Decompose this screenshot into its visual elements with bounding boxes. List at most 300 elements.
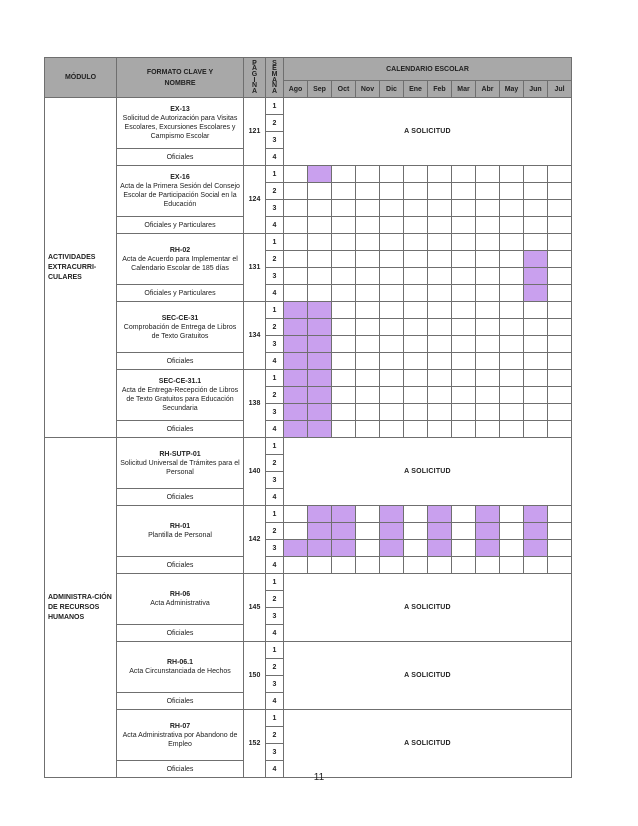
calendar-cell [404, 285, 428, 302]
calendar-cell [476, 234, 500, 251]
calendar-cell [548, 285, 572, 302]
calendar-cell [452, 268, 476, 285]
calendar-cell [380, 302, 404, 319]
calendar-cell [476, 200, 500, 217]
calendar-cell [548, 200, 572, 217]
calendar-cell [404, 523, 428, 540]
semana-letter: A [271, 76, 278, 84]
week-number: 3 [266, 404, 284, 421]
calendar-cell [524, 200, 548, 217]
week-number: 2 [266, 387, 284, 404]
form-cell [117, 710, 244, 761]
week-number: 3 [266, 268, 284, 285]
calendar-cell [380, 217, 404, 234]
form-name: Acta de la Primera Sesión del Consejo Escolar de Participación Social en la Educación [120, 183, 240, 208]
calendar-cell [548, 166, 572, 183]
calendar-cell [452, 523, 476, 540]
form-cell [117, 98, 244, 149]
scheduled-cell [284, 421, 308, 438]
calendar-cell [284, 166, 308, 183]
calendar-cell [524, 217, 548, 234]
form-scope: Oficiales [117, 353, 244, 370]
week-number: 1 [266, 710, 284, 727]
scheduled-cell [524, 251, 548, 268]
calendar-cell [500, 234, 524, 251]
calendar-cell [476, 404, 500, 421]
calendar-cell [404, 319, 428, 336]
calendar-cell [404, 234, 428, 251]
calendar-cell [356, 234, 380, 251]
week-number: 2 [266, 455, 284, 472]
calendar-cell [356, 387, 380, 404]
calendar-cell [284, 251, 308, 268]
scheduled-cell [428, 506, 452, 523]
calendar-cell [404, 506, 428, 523]
scheduled-cell [476, 540, 500, 557]
calendar-cell [428, 336, 452, 353]
calendar-cell [380, 251, 404, 268]
calendar-cell [452, 200, 476, 217]
page-cell: 150 [244, 642, 266, 710]
calendar-cell [452, 336, 476, 353]
calendar-cell [404, 353, 428, 370]
calendar-cell [284, 523, 308, 540]
calendar-cell [332, 557, 356, 574]
calendar-cell [332, 421, 356, 438]
pagina-letter: Á [251, 65, 258, 73]
calendar-cell [356, 166, 380, 183]
calendar-cell [428, 353, 452, 370]
week-row [45, 234, 572, 251]
month-header: Nov [356, 81, 380, 98]
week-number: 1 [266, 302, 284, 319]
calendar-cell [500, 421, 524, 438]
form-code: RH-06 [169, 591, 191, 598]
calendar-cell [500, 387, 524, 404]
calendar-cell [404, 251, 428, 268]
calendar-cell [380, 557, 404, 574]
semana-letter: M [271, 70, 278, 78]
calendar-cell [548, 404, 572, 421]
calendar-cell [308, 200, 332, 217]
calendar-cell [308, 183, 332, 200]
week-number: 1 [266, 438, 284, 455]
scheduled-cell [380, 506, 404, 523]
week-number: 4 [266, 353, 284, 370]
scheduled-cell [284, 319, 308, 336]
calendar-cell [548, 251, 572, 268]
semana-letter: E [272, 65, 277, 73]
scheduled-cell [284, 540, 308, 557]
calendar-cell [476, 285, 500, 302]
calendar-cell [452, 251, 476, 268]
calendar-cell [356, 217, 380, 234]
week-row [45, 98, 572, 115]
calendar-cell [548, 540, 572, 557]
form-code: EX-16 [170, 174, 190, 181]
calendar-cell [500, 523, 524, 540]
calendar-cell [476, 183, 500, 200]
calendar-cell [452, 319, 476, 336]
month-header: Mar [452, 81, 476, 98]
calendar-cell [500, 336, 524, 353]
page-cell: 152 [244, 710, 266, 778]
scheduled-cell [332, 540, 356, 557]
calendar-cell [548, 234, 572, 251]
week-number: 2 [266, 523, 284, 540]
calendar-cell [476, 319, 500, 336]
calendar-cell [476, 217, 500, 234]
calendar-cell [452, 370, 476, 387]
calendar-cell [380, 268, 404, 285]
calendar-cell [404, 370, 428, 387]
calendar-cell [380, 200, 404, 217]
form-code: RH-07 [169, 722, 191, 730]
module-cell: ACTIVIDADES EXTRACURRI-CULARES [45, 98, 117, 438]
scheduled-cell [284, 336, 308, 353]
pagina-letter: G [251, 70, 258, 78]
calendar-cell [500, 370, 524, 387]
calendar-cell [356, 557, 380, 574]
week-row [45, 302, 572, 319]
calendar-cell [500, 200, 524, 217]
calendar-cell [524, 370, 548, 387]
calendar-cell [308, 251, 332, 268]
scheduled-cell [308, 319, 332, 336]
calendar-cell [404, 540, 428, 557]
week-row [45, 557, 572, 574]
calendar-cell [500, 268, 524, 285]
calendar-cell [356, 183, 380, 200]
calendar-cell [404, 336, 428, 353]
scheduled-cell [524, 285, 548, 302]
week-number: 1 [266, 642, 284, 659]
week-number: 2 [266, 319, 284, 336]
scheduled-cell [284, 302, 308, 319]
scheduled-cell [332, 523, 356, 540]
semana-letter: S [272, 59, 277, 67]
form-cell [117, 574, 244, 625]
calendar-cell [452, 353, 476, 370]
calendar-cell [524, 336, 548, 353]
calendar-cell [452, 387, 476, 404]
calendar-cell [332, 234, 356, 251]
calendar-cell [548, 336, 572, 353]
calendar-cell [428, 183, 452, 200]
calendar-cell [428, 421, 452, 438]
form-cell [117, 370, 244, 421]
scheduled-cell [308, 540, 332, 557]
calendar-cell [356, 506, 380, 523]
calendar-cell [476, 421, 500, 438]
calendar-cell [284, 217, 308, 234]
calendar-cell [404, 557, 428, 574]
scheduled-cell [428, 523, 452, 540]
month-header: Jul [548, 81, 572, 98]
month-header: Oct [332, 81, 356, 98]
form-scope: Oficiales [117, 489, 244, 506]
scheduled-cell [284, 387, 308, 404]
calendar-cell [332, 183, 356, 200]
week-number: 1 [266, 98, 284, 115]
month-header: Sep [308, 81, 332, 98]
scheduled-cell [308, 353, 332, 370]
week-number: 4 [266, 149, 284, 166]
calendar-cell [356, 353, 380, 370]
week-row [45, 166, 572, 183]
scheduled-cell [476, 506, 500, 523]
scheduled-cell [308, 387, 332, 404]
calendar-cell [428, 234, 452, 251]
calendar-cell [380, 336, 404, 353]
week-number: 2 [266, 115, 284, 132]
week-number: 1 [266, 574, 284, 591]
calendar-cell [308, 234, 332, 251]
calendar-cell [428, 200, 452, 217]
week-number: 4 [266, 625, 284, 642]
calendar-cell [308, 217, 332, 234]
calendar-cell [476, 353, 500, 370]
calendar-cell [356, 302, 380, 319]
semana-letter: N [271, 82, 278, 90]
form-code: EX-13 [170, 106, 190, 113]
calendar-cell [476, 251, 500, 268]
module-cell: ADMINISTRA-CIÓN DE RECURSOS HUMANOS [45, 438, 117, 778]
calendar-cell [548, 353, 572, 370]
calendar-cell [356, 268, 380, 285]
calendar-cell [356, 336, 380, 353]
page-cell: 121 [244, 98, 266, 166]
calendar-cell [428, 319, 452, 336]
calendar-cell [356, 200, 380, 217]
scheduled-cell [308, 421, 332, 438]
scheduled-cell [284, 353, 308, 370]
form-code: SEC-CE-31.1 [158, 378, 202, 385]
calendar-cell [404, 200, 428, 217]
calendar-cell [380, 285, 404, 302]
pagina-letter: A [251, 87, 258, 95]
form-name: Plantilla de Personal [148, 532, 212, 539]
week-number: 3 [266, 676, 284, 693]
calendar-cell [476, 370, 500, 387]
week-number: 3 [266, 336, 284, 353]
calendar-cell [284, 200, 308, 217]
week-row [45, 642, 572, 659]
calendar-cell [500, 506, 524, 523]
calendar-cell [548, 302, 572, 319]
form-name: Acta de Entrega-Recepción de Libros de Texto Gratuitos para Educación Secundaria [121, 387, 239, 412]
week-number: 4 [266, 285, 284, 302]
calendar-cell [380, 421, 404, 438]
scheduled-cell [308, 506, 332, 523]
page-cell: 134 [244, 302, 266, 370]
calendar-cell [356, 404, 380, 421]
calendar-cell [380, 404, 404, 421]
calendar-cell [500, 302, 524, 319]
calendar-cell [404, 217, 428, 234]
calendar-cell [428, 387, 452, 404]
calendar-cell [380, 353, 404, 370]
pagina-letter: I [253, 76, 256, 84]
calendar-cell [380, 387, 404, 404]
month-header: May [500, 81, 524, 98]
week-number: 1 [266, 506, 284, 523]
form-scope: Oficiales [117, 625, 244, 642]
calendar-cell [452, 540, 476, 557]
calendar-cell [428, 285, 452, 302]
calendar-cell [452, 217, 476, 234]
calendar-cell [548, 557, 572, 574]
calendar-cell [404, 268, 428, 285]
header-modulo: MÓDULO [45, 58, 117, 98]
calendar-cell [524, 387, 548, 404]
month-header: Dic [380, 81, 404, 98]
calendar-cell [500, 217, 524, 234]
calendar-cell [524, 557, 548, 574]
calendar-cell [356, 370, 380, 387]
calendar-cell [452, 404, 476, 421]
scheduled-cell [284, 404, 308, 421]
calendar-cell [380, 319, 404, 336]
calendar-cell [500, 353, 524, 370]
calendar-cell [452, 285, 476, 302]
scheduled-cell [380, 523, 404, 540]
calendar-cell [380, 234, 404, 251]
week-row [45, 217, 572, 234]
form-code: RH-01 [169, 523, 191, 530]
page-cell: 131 [244, 234, 266, 302]
calendar-cell [476, 387, 500, 404]
week-number: 2 [266, 183, 284, 200]
week-number: 4 [266, 421, 284, 438]
week-number: 3 [266, 200, 284, 217]
calendar-cell [428, 404, 452, 421]
week-number: 3 [266, 608, 284, 625]
form-scope: Oficiales [117, 149, 244, 166]
form-scope: Oficiales y Particulares [117, 217, 244, 234]
calendar-cell [308, 557, 332, 574]
header-formato-line1: FORMATO CLAVE Y [146, 68, 214, 76]
calendar-cell [548, 387, 572, 404]
month-header: Feb [428, 81, 452, 98]
calendar-cell [356, 319, 380, 336]
calendar-cell [356, 421, 380, 438]
on-request-cell: A SOLICITUD [284, 98, 572, 166]
calendar-cell [332, 166, 356, 183]
form-name: Acta de Acuerdo para Implementar el Calendario Escolar de 185 días [122, 255, 238, 272]
form-code: RH-SUTP-01 [159, 450, 201, 458]
form-name: Comprobación de Entrega de Libros de Texto Gratuitos [123, 323, 237, 340]
calendar-cell [476, 557, 500, 574]
calendar-cell [404, 421, 428, 438]
form-code: SEC-CE-31 [161, 314, 199, 322]
week-number: 4 [266, 557, 284, 574]
week-number: 3 [266, 132, 284, 149]
form-scope: Oficiales y Particulares [117, 285, 244, 302]
calendar-cell [548, 183, 572, 200]
calendar-cell [380, 166, 404, 183]
form-name: Acta Administrativa por Abandono de Empleo [122, 731, 238, 748]
on-request-cell: A SOLICITUD [284, 642, 572, 710]
on-request-cell: A SOLICITUD [284, 438, 572, 506]
page-number: 11 [313, 772, 325, 783]
calendar-cell [428, 370, 452, 387]
week-number: 2 [266, 727, 284, 744]
calendar-cell [500, 319, 524, 336]
week-number: 4 [266, 693, 284, 710]
calendar-cell [428, 251, 452, 268]
week-number: 1 [266, 166, 284, 183]
week-number: 4 [266, 489, 284, 506]
on-request-cell: A SOLICITUD [284, 574, 572, 642]
page-cell: 140 [244, 438, 266, 506]
form-scope: Oficiales [117, 421, 244, 438]
form-cell [117, 438, 244, 489]
header-semana [266, 58, 284, 98]
calendar-cell [524, 404, 548, 421]
week-row [45, 353, 572, 370]
month-header: Abr [476, 81, 500, 98]
form-name: Acta Circunstanciada de Hechos [129, 668, 231, 675]
calendar-cell [524, 319, 548, 336]
calendar-cell [476, 302, 500, 319]
calendar-cell [452, 183, 476, 200]
calendar-cell [308, 268, 332, 285]
scheduled-cell [308, 336, 332, 353]
calendar-cell [308, 285, 332, 302]
calendar-cell [404, 302, 428, 319]
week-number: 2 [266, 659, 284, 676]
calendar-cell [500, 404, 524, 421]
calendar-cell [332, 387, 356, 404]
calendar-cell [356, 251, 380, 268]
calendar-cell [332, 217, 356, 234]
scheduled-cell [524, 268, 548, 285]
calendar-cell [548, 421, 572, 438]
month-header: Ago [284, 81, 308, 98]
month-header: Ene [404, 81, 428, 98]
header-calendario: CALENDARIO ESCOLAR [284, 58, 572, 81]
calendar-sheet [44, 57, 572, 778]
scheduled-cell [308, 523, 332, 540]
scheduled-cell [476, 523, 500, 540]
week-number: 3 [266, 472, 284, 489]
calendar-cell [500, 540, 524, 557]
scheduled-cell [428, 540, 452, 557]
calendar-cell [548, 319, 572, 336]
calendar-cell [356, 523, 380, 540]
page-cell: 124 [244, 166, 266, 234]
form-cell [117, 506, 244, 557]
calendar-cell [332, 336, 356, 353]
calendar-cell [332, 200, 356, 217]
calendar-cell [356, 285, 380, 302]
calendar-cell [404, 387, 428, 404]
calendar-cell [476, 268, 500, 285]
calendar-cell [476, 336, 500, 353]
calendar-cell [548, 217, 572, 234]
school-calendar-table [44, 57, 572, 778]
scheduled-cell [308, 302, 332, 319]
scheduled-cell [380, 540, 404, 557]
week-number: 3 [266, 744, 284, 761]
week-row [45, 574, 572, 591]
scheduled-cell [332, 506, 356, 523]
page-cell: 142 [244, 506, 266, 574]
calendar-cell [284, 234, 308, 251]
week-number: 2 [266, 251, 284, 268]
calendar-cell [524, 234, 548, 251]
